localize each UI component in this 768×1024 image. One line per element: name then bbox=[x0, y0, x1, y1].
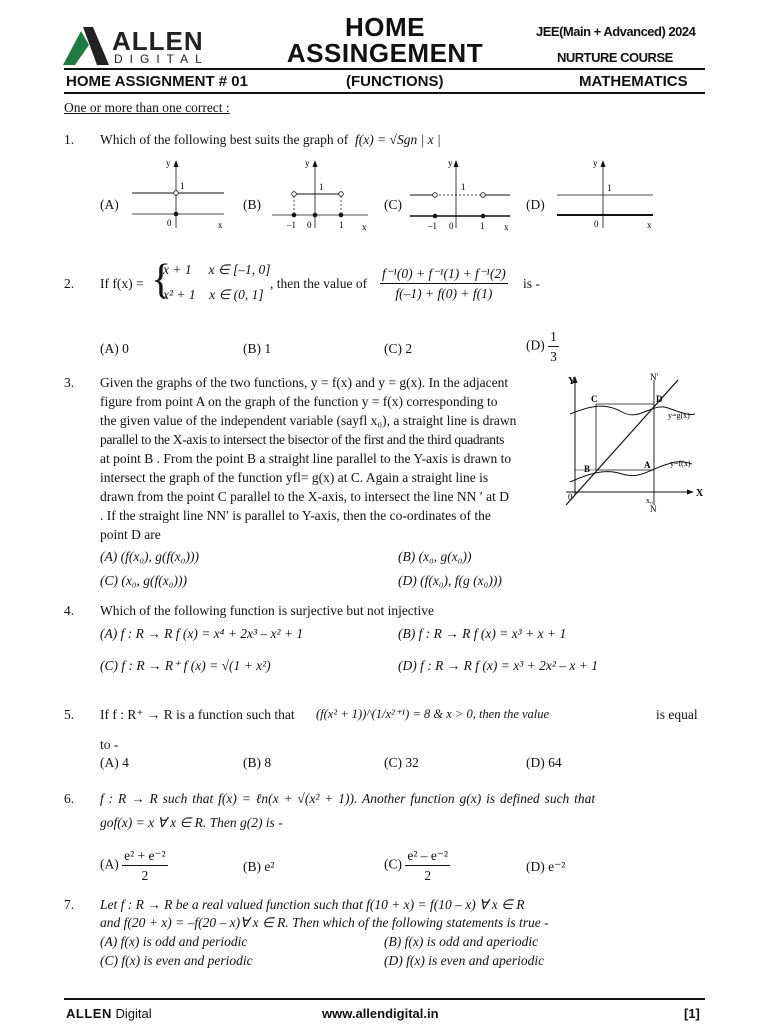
q1c-x-label: x bbox=[504, 222, 509, 232]
q3-line: at point B . From the point B a straight line parallel to the Y-axis is drawn to bbox=[100, 451, 512, 466]
q1-option-d[interactable]: (D) bbox=[526, 197, 545, 212]
q2-if: If f(x) = bbox=[100, 276, 144, 291]
q6-option-a-label: (A) bbox=[100, 856, 119, 872]
q1c-zero-label: 0 bbox=[449, 221, 454, 231]
q3-fig-y: Y bbox=[568, 376, 576, 387]
q5-number: 5. bbox=[64, 707, 75, 722]
header-rule bbox=[64, 68, 705, 70]
q2-option-b[interactable]: (B) 1 bbox=[243, 341, 272, 356]
logo-text: ALLEN bbox=[112, 26, 204, 56]
course-name: NURTURE COURSE bbox=[557, 50, 673, 65]
q3-option-a[interactable]: (A) (f(x₀), g(f(x₀))) bbox=[100, 549, 199, 564]
q7-line1: Let f : R → R be a real valued function such that f(10 + x) = f(10 – x) ∀ x ∈ R bbox=[100, 897, 525, 912]
q5-option-b[interactable]: (B) 8 bbox=[243, 755, 272, 770]
title-line1: HOME bbox=[345, 12, 425, 42]
q3-number: 3. bbox=[64, 375, 75, 390]
assignment-number: HOME ASSIGNMENT # 01 bbox=[66, 73, 248, 90]
q3-fig-n-bot: N bbox=[650, 504, 657, 514]
q2-number: 2. bbox=[64, 276, 75, 291]
q3-option-d[interactable]: (D) (f(x₀), f(g (x₀))) bbox=[398, 573, 502, 588]
q5-condition: (f(x² + 1))^(1/x²⁺¹) = 8 & x > 0, then the value bbox=[316, 707, 550, 721]
q2-numerator: f⁻¹(0) + f⁻¹(1) + f⁻¹(2) bbox=[380, 264, 508, 284]
q1a-y-label: y bbox=[166, 158, 171, 168]
q3-text bbox=[100, 373, 544, 544]
q1-option-a[interactable]: (A) bbox=[100, 197, 119, 212]
q2-tail: is - bbox=[523, 276, 540, 291]
q3-line: drawn from the point C parallel to the X-axis, to intersect the line NN ′ at D bbox=[100, 489, 509, 504]
q1-formula: f(x) = √Sgn | x | bbox=[354, 132, 441, 147]
chapter-name: (FUNCTIONS) bbox=[346, 73, 444, 90]
q1c-pos-label: 1 bbox=[480, 221, 485, 231]
q1c-one-label: 1 bbox=[461, 182, 466, 192]
q3-option-b[interactable]: (B) (x₀, g(x₀)) bbox=[398, 549, 472, 564]
q5-option-c[interactable]: (C) 32 bbox=[384, 755, 419, 770]
q1-graph-b bbox=[270, 158, 370, 236]
q2-denominator: f(–1) + f(0) + f(1) bbox=[395, 286, 493, 301]
footer-brand-main: ALLEN bbox=[66, 1006, 112, 1021]
q6-option-d[interactable]: (D) e⁻² bbox=[526, 859, 566, 874]
q2-option-d-label: (D) bbox=[526, 337, 545, 353]
q1d-y-label: y bbox=[593, 158, 598, 168]
q1d-x-label: x bbox=[647, 220, 652, 230]
q3-line: . If the straight line NN′ is parallel to Y-axis, then the co-ordinates of the bbox=[100, 508, 491, 523]
q6-line2: gof(x) = x ∀ x ∈ R. Then g(2) is - bbox=[100, 815, 283, 830]
q2-brace: { bbox=[151, 257, 172, 303]
q5-option-a[interactable]: (A) 4 bbox=[100, 755, 129, 770]
q3-line: Given the graphs of the two functions, y = f(x) and y = g(x). In the adjacent bbox=[100, 375, 509, 390]
q7-option-a[interactable]: (A) f(x) is odd and periodic bbox=[100, 934, 248, 949]
q1-number: 1. bbox=[64, 132, 75, 147]
q2-frac bbox=[380, 264, 508, 303]
q2-option-d-num: 1 bbox=[548, 327, 559, 347]
title-line2: ASSINGEMENT bbox=[286, 38, 484, 68]
q4-option-c[interactable]: (C) f : R → R⁺ f (x) = √(1 + x²) bbox=[100, 658, 271, 673]
q3-fig-origin: 0 bbox=[568, 492, 573, 502]
q6-option-c-frac bbox=[405, 846, 450, 885]
allen-logo-mark bbox=[63, 27, 109, 65]
q1-graph-c bbox=[408, 158, 514, 236]
q3-line: point D are bbox=[100, 527, 161, 542]
q3-fig-x0: x₀ bbox=[646, 496, 653, 505]
q7-option-b[interactable]: (B) f(x) is odd and aperiodic bbox=[384, 934, 539, 949]
q3-figure bbox=[560, 370, 710, 520]
q3-fig-d: D bbox=[656, 394, 663, 404]
q6-line1: f : R → R such that f(x) = ℓn(x + √(x² + 1)). Another function g(x) is defined such that bbox=[100, 791, 596, 806]
q1a-x-label: x bbox=[218, 220, 223, 230]
q5-tail2: to - bbox=[100, 737, 119, 752]
q3-option-c[interactable]: (C) (x₀, g(f(x₀))) bbox=[100, 573, 187, 588]
q3-fig-n-top: N' bbox=[650, 372, 659, 382]
header bbox=[0, 0, 768, 100]
q7-number: 7. bbox=[64, 897, 75, 912]
q7-line2: and f(20 + x) = –f(20 – x)∀ x ∈ R. Then which of the following statements is true - bbox=[100, 915, 549, 930]
q1-stem: Which of the following best suits the graph of bbox=[100, 132, 349, 147]
q1-graph-d bbox=[553, 158, 657, 236]
q1b-pos-label: 1 bbox=[339, 220, 344, 230]
q6-option-c-num: e² – e⁻² bbox=[405, 846, 450, 866]
q2-option-d[interactable] bbox=[526, 327, 559, 366]
q1c-y-label: y bbox=[448, 158, 453, 168]
q6-option-b[interactable]: (B) e² bbox=[243, 859, 275, 874]
q4-text: Which of the following function is surjective but not injective bbox=[100, 603, 435, 618]
q3-line: figure from point A on the graph of the function y = f(x) corresponding to bbox=[100, 394, 498, 409]
q1d-one-label: 1 bbox=[607, 183, 612, 193]
q4-option-d[interactable]: (D) f : R → R f (x) = x³ + 2x² – x + 1 bbox=[398, 658, 598, 673]
q1b-neg-label: –1 bbox=[287, 220, 296, 230]
exam-name: JEE(Main + Advanced) 2024 bbox=[536, 24, 696, 39]
q6-option-a[interactable] bbox=[100, 846, 168, 885]
q3-fig-a: A bbox=[644, 460, 651, 470]
q6-option-a-den: 2 bbox=[141, 868, 149, 883]
q1b-one-label: 1 bbox=[319, 182, 324, 192]
q4-number: 4. bbox=[64, 603, 75, 618]
section-heading: One or more than one correct : bbox=[64, 100, 230, 115]
q6-option-c[interactable] bbox=[384, 846, 450, 885]
q2-option-d-frac bbox=[548, 327, 559, 366]
q6-number: 6. bbox=[64, 791, 75, 806]
q1-graph-a bbox=[128, 158, 228, 236]
q5-option-d[interactable]: (D) 64 bbox=[526, 755, 562, 770]
q2-fraction bbox=[380, 264, 508, 303]
footer-url[interactable]: www.allendigital.in bbox=[322, 1006, 439, 1021]
q3-line: the given value of the independent variable (sayfl x₀), a straight line is drawn bbox=[100, 413, 517, 428]
q1-text bbox=[100, 130, 441, 149]
logo-subtext: DIGITAL bbox=[114, 52, 209, 66]
q2-option-c[interactable]: (C) 2 bbox=[384, 341, 413, 356]
q7-option-c[interactable]: (C) f(x) is even and periodic bbox=[100, 953, 253, 968]
q6-option-c-label: (C) bbox=[384, 856, 402, 872]
subject-name: MATHEMATICS bbox=[579, 73, 688, 90]
q1-option-c[interactable]: (C) bbox=[384, 197, 402, 212]
q5-lead: If f : R⁺ → R is a function such that bbox=[100, 707, 295, 722]
q5-tail: is equal bbox=[656, 707, 698, 722]
q3-line: intersect the graph of the function yfl= g(x) at C. Again a straight line is bbox=[100, 470, 489, 485]
q6-option-c-den: 2 bbox=[424, 868, 432, 883]
q1b-zero-label: 0 bbox=[307, 220, 312, 230]
q7-option-d[interactable]: (D) f(x) is even and aperiodic bbox=[384, 953, 545, 968]
q3-fig-f-label: y=f(x) bbox=[670, 459, 691, 468]
q4-option-b[interactable]: (B) f : R → R f (x) = x³ + x + 1 bbox=[398, 626, 567, 641]
q6-option-a-frac bbox=[122, 846, 168, 885]
q2-option-d-den: 3 bbox=[550, 349, 557, 364]
footer-brand bbox=[66, 1006, 152, 1021]
page-number: [1] bbox=[684, 1006, 700, 1021]
q2-case2: x² + 1 x ∈ (0, 1] bbox=[163, 287, 264, 302]
q2-case1: x + 1 x ∈ [–1, 0] bbox=[163, 262, 271, 277]
q1b-y-label: y bbox=[305, 158, 310, 168]
bar-rule bbox=[64, 92, 705, 94]
q1c-neg-label: –1 bbox=[428, 221, 437, 231]
q4-option-a[interactable]: (A) f : R → R f (x) = x⁴ + 2x³ – x² + 1 bbox=[100, 626, 304, 641]
q1b-x-label: x bbox=[362, 222, 367, 232]
q3-line: parallel to the X-axis to intersect the bisector of the first and the third quadrants bbox=[100, 432, 505, 447]
footer-brand-sub: Digital bbox=[115, 1006, 152, 1021]
q1d-zero-label: 0 bbox=[594, 219, 599, 229]
q2-option-a[interactable]: (A) 0 bbox=[100, 341, 129, 356]
q3-fig-g-label: y=g(x) bbox=[668, 411, 690, 420]
q1a-zero-label: 0 bbox=[167, 218, 172, 228]
q3-fig-x: X bbox=[696, 488, 704, 499]
q3-fig-c: C bbox=[591, 394, 598, 404]
q3-fig-b: B bbox=[584, 464, 591, 474]
q2-mid: , then the value of bbox=[270, 276, 368, 291]
q1a-one-label: 1 bbox=[180, 181, 185, 191]
q1-option-b[interactable]: (B) bbox=[243, 197, 261, 212]
q6-option-a-num: e² + e⁻² bbox=[122, 846, 168, 866]
footer-rule bbox=[64, 998, 705, 1000]
